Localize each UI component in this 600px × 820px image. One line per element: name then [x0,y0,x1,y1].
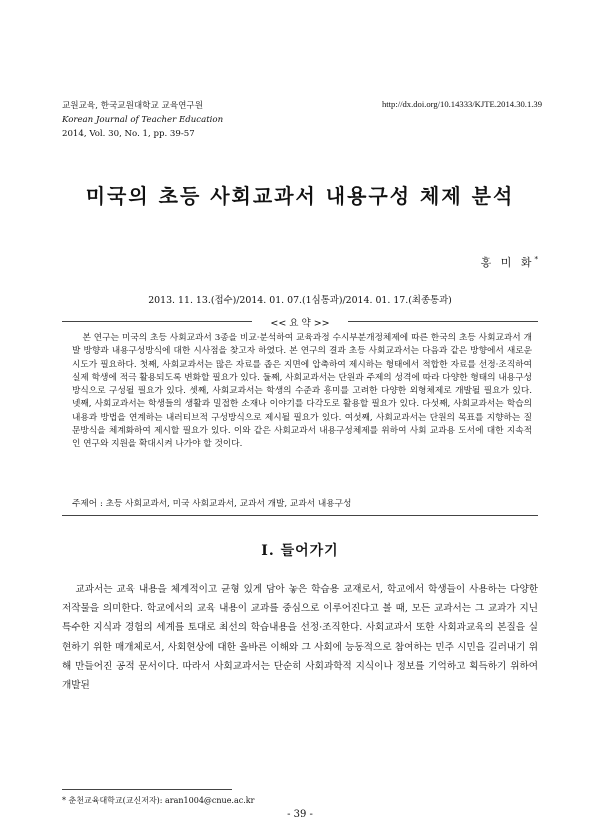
abstract-bottom-rule [62,515,538,516]
journal-name-english: Korean Journal of Teacher Education [62,115,224,125]
author-footnote-mark: * [534,255,538,264]
footnote-rule [62,789,232,790]
abstract-label: << 요 약 >> [270,318,330,329]
journal-name-korean: 교원교육, 한국교원대학교 교육연구원 [62,101,204,111]
journal-header [62,99,223,141]
author-name: 홍 미 화 [480,256,535,269]
journal-volume: 2014, Vol. 30, No. 1, pp. 39-57 [62,129,195,139]
abstract-text: 본 연구는 미국의 초등 사회교과서 3종을 비교·분석하여 교육과정 수시부분개정체제에 따른 한국의 초등 사회교과서 개발 방향과 내용구성방식에 대한 시사점을 찾고자 하였다. 본 연구의 결과 초등 사회교과서는 다음과 같은 방향에서 새로운 시도가 필요하다. 첫째, 사회교과서는 많은 자료를 좁은 지면에 압축하여 제시하는 형태에서 적합한 자료를 선정·조직하여 실제 학생에 적극 활용되도록 변화할 필요가 있다. 둘째, 사회교과서는 단원과 주제의 성격에 따라 다양한 형태의 내용구성방식으로 구성될 필요가 있다. 셋째, 사회교과서는 학생의 수준과 흥미를 고려한 다양한 외형체제로 개발될 필요가 있다. 넷째, 사회교과서는 학생들의 생활과 밀접한 소재나 이야기를 다각도로 활용할 필요가 있다. 다섯째, 사회교과서는 학습의 내용과 방법을 연계하는 내러티브적 구성방식으로 제시될 필요가 있다. 여섯째, 사회교과서는 단원의 목표를 지향하는 질문방식을 체계화하여 제시할 필요가 있다. 이와 같은 사회교과서 내용구성체제를 위하여 사회 교과용 도서에 대한 지속적인 연구와 지원을 확대시켜 나가야 할 것이다. [72,333,532,450]
paper-title: 미국의 초등 사회교과서 내용구성 체제 분석 [85,184,515,208]
author [481,254,538,270]
review-dates: 2013. 11. 13.(접수)/2014. 01. 07.(1심통과)/2014. 01. 17.(최종통과) [148,295,452,306]
section-body [62,580,538,695]
body-paragraph: 교과서는 교육 내용을 체계적이고 균형 있게 담아 놓은 학습용 교재로서, 학교에서 학생들이 사용하는 다양한 저작물을 의미한다. 학교에서의 교육 내용이 교과를 중심으로 이루어진다고 볼 때, 모든 교과서는 그 교과가 지닌 특수한 지식과 경험의 세계를 토대로 최선의 학습내용을 선정·조직한다. 사회교과서 또한 사회과교육의 본질을 실현하기 위한 매개체로서, 사회현상에 대한 올바른 이해와 그 사회에 능동적으로 참여하는 민주 시민을 길러내기 위해 만들어진 공적 문서이다. 따라서 사회교과서는 단순히 사회과학적 지식이나 정보를 기억하고 획득하기 위하여 개발된 [62,584,538,692]
page-number: - 39 - [287,809,313,820]
doi-link[interactable]: http://dx.doi.org/10.14333/KJTE.2014.30.1.39 [381,99,542,109]
abstract-heading [62,315,538,327]
abstract [72,332,532,452]
keywords: 주제어 : 초등 사회교과서, 미국 사회교과서, 교과서 개발, 교과서 내용구성 [72,499,352,509]
abstract-rule-right [348,321,538,322]
footnote: * 춘천교육대학교(교신저자): aran1004@cnue.ac.kr [62,796,255,805]
section-heading: Ⅰ. 들어가기 [261,543,339,559]
